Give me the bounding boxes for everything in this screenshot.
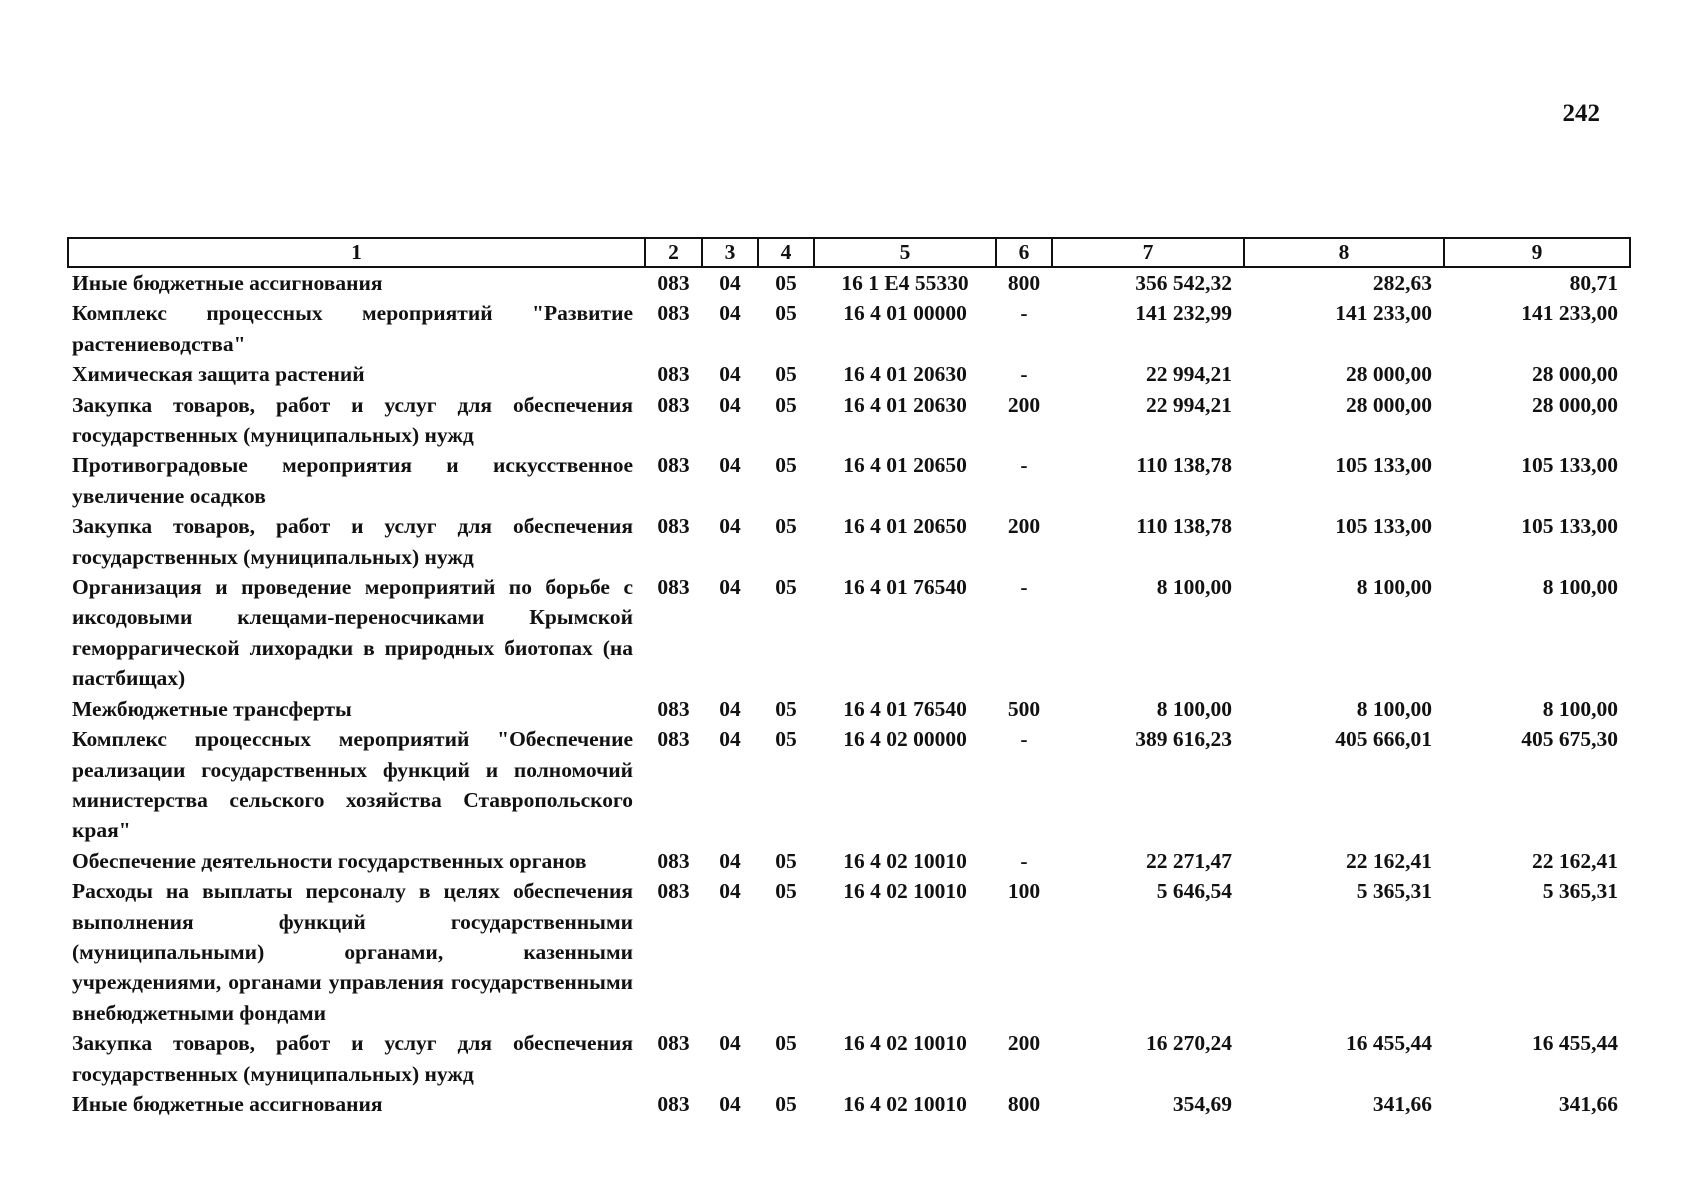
- target-article-code: 16 4 02 10010: [843, 1031, 967, 1056]
- expense-type-code: 800: [1007, 271, 1041, 295]
- expense-name: Расходы на выплаты персоналу в целях обеспечения выполнения функций государственными (муниципальными) органами, казенными учреждениями, органами управления государственными внебюджетными фондами: [72, 879, 633, 1025]
- amount-col-8: 405 666,01: [1335, 727, 1432, 752]
- subsection-code: 05: [775, 453, 797, 478]
- subsection-code: 05: [775, 392, 797, 417]
- amount-col-8: 341,66: [1372, 1091, 1432, 1116]
- target-article-code: 16 1 E4 55330: [841, 271, 969, 295]
- amount-col-7: 22 994,21: [1146, 362, 1232, 387]
- expense-type-code: 200: [1007, 514, 1041, 539]
- amount-col-9: 341,66: [1558, 1091, 1618, 1116]
- ministry-code: 083: [657, 453, 690, 478]
- table-body: [68, 267, 1630, 1119]
- amount-col-7: 8 100,00: [1156, 575, 1232, 600]
- ministry-code: 083: [657, 301, 690, 326]
- target-article-code: 16 4 02 10010: [843, 848, 967, 873]
- amount-col-9: 405 675,30: [1521, 727, 1618, 752]
- amount-col-7: 8 100,00: [1156, 696, 1232, 721]
- amount-col-7: 110 138,78: [1136, 453, 1232, 478]
- amount-col-9: 22 162,41: [1532, 848, 1618, 873]
- target-article-code: 16 4 02 10010: [843, 1091, 967, 1116]
- amount-col-7: 356 542,32: [1135, 271, 1232, 295]
- header-col-8: 8: [1244, 238, 1444, 267]
- header-col-9: 9: [1444, 238, 1630, 267]
- amount-col-7: 16 270,24: [1146, 1031, 1232, 1056]
- header-col-5: 5: [814, 238, 996, 267]
- section-code: 04: [719, 1031, 741, 1056]
- section-code: 04: [719, 575, 741, 600]
- section-code: 04: [719, 879, 741, 904]
- table-row: [68, 267, 1630, 298]
- target-article-code: 16 4 01 76540: [843, 696, 967, 721]
- ministry-code: 083: [657, 514, 690, 539]
- target-article-code: 16 4 02 10010: [843, 879, 967, 904]
- amount-col-9: 28 000,00: [1532, 362, 1618, 387]
- ministry-code: 083: [657, 575, 690, 600]
- subsection-code: 05: [775, 362, 797, 387]
- budget-table: [67, 237, 1631, 1119]
- subsection-code: 05: [775, 271, 797, 295]
- expense-type-code: -: [1020, 453, 1028, 478]
- subsection-code: 05: [775, 879, 797, 904]
- amount-col-7: 110 138,78: [1136, 514, 1232, 539]
- amount-col-9: 8 100,00: [1542, 575, 1618, 600]
- section-code: 04: [719, 392, 741, 417]
- expense-name: Комплекс процессных мероприятий "Развитие растениеводства": [72, 301, 633, 356]
- amount-col-8: 8 100,00: [1356, 696, 1432, 721]
- amount-col-9: 105 133,00: [1521, 514, 1618, 539]
- target-article-code: 16 4 02 00000: [843, 727, 967, 752]
- ministry-code: 083: [657, 1091, 690, 1116]
- ministry-code: 083: [657, 271, 690, 295]
- amount-col-8: 28 000,00: [1346, 392, 1432, 417]
- expense-type-code: 500: [1007, 696, 1041, 721]
- table-header: [68, 238, 1630, 267]
- table-row: [68, 724, 1630, 846]
- section-code: 04: [719, 271, 741, 295]
- amount-col-9: 5 365,31: [1542, 879, 1618, 904]
- subsection-code: 05: [775, 848, 797, 873]
- expense-type-code: -: [1020, 727, 1028, 752]
- ministry-code: 083: [657, 848, 690, 873]
- section-code: 04: [719, 727, 741, 752]
- subsection-code: 05: [775, 727, 797, 752]
- amount-col-8: 28 000,00: [1346, 362, 1432, 387]
- expense-type-code: 200: [1007, 392, 1041, 417]
- expense-name: Межбюджетные трансферты: [72, 696, 352, 721]
- ministry-code: 083: [657, 696, 690, 721]
- amount-col-7: 22 271,47: [1146, 848, 1232, 873]
- expense-type-code: -: [1020, 848, 1028, 873]
- amount-col-7: 5 646,54: [1156, 879, 1232, 904]
- subsection-code: 05: [775, 1091, 797, 1116]
- amount-col-9: 141 233,00: [1521, 301, 1618, 326]
- page-number: 242: [1562, 100, 1600, 127]
- ministry-code: 083: [657, 1031, 690, 1056]
- expense-name: Иные бюджетные ассигнования: [72, 271, 383, 295]
- section-code: 04: [719, 514, 741, 539]
- target-article-code: 16 4 01 00000: [843, 301, 967, 326]
- expense-name: Обеспечение деятельности государственных органов: [72, 848, 587, 873]
- header-col-2: 2: [645, 238, 702, 267]
- table-row: [68, 876, 1630, 1028]
- amount-col-9: 16 455,44: [1532, 1031, 1618, 1056]
- amount-col-8: 5 365,31: [1356, 879, 1432, 904]
- subsection-code: 05: [775, 696, 797, 721]
- expense-type-code: 200: [1007, 1031, 1041, 1056]
- table-row: [68, 1089, 1630, 1119]
- expense-name: Закупка товаров, работ и услуг для обеспечения государственных (муниципальных) нужд: [72, 514, 633, 569]
- amount-col-7: 389 616,23: [1135, 727, 1232, 752]
- subsection-code: 05: [775, 575, 797, 600]
- section-code: 04: [719, 696, 741, 721]
- expense-type-code: -: [1020, 301, 1028, 326]
- expense-name: Иные бюджетные ассигнования: [72, 1091, 383, 1116]
- header-row: [68, 238, 1630, 267]
- amount-col-8: 105 133,00: [1335, 514, 1432, 539]
- amount-col-8: 16 455,44: [1346, 1031, 1432, 1056]
- amount-col-9: 80,71: [1569, 271, 1618, 295]
- amount-col-7: 354,69: [1172, 1091, 1232, 1116]
- expense-type-code: 100: [1007, 879, 1041, 904]
- table-row: [68, 846, 1630, 876]
- section-code: 04: [719, 453, 741, 478]
- amount-col-8: 141 233,00: [1335, 301, 1432, 326]
- amount-col-8: 22 162,41: [1346, 848, 1432, 873]
- header-col-1: 1: [68, 238, 645, 267]
- target-article-code: 16 4 01 20650: [843, 453, 967, 478]
- subsection-code: 05: [775, 301, 797, 326]
- header-col-3: 3: [702, 238, 758, 267]
- target-article-code: 16 4 01 20650: [843, 514, 967, 539]
- table-row: [68, 694, 1630, 724]
- expense-type-code: 800: [1007, 1091, 1041, 1116]
- section-code: 04: [719, 1091, 741, 1116]
- table-row: [68, 390, 1630, 451]
- amount-col-9: 105 133,00: [1521, 453, 1618, 478]
- table-row: [68, 1028, 1630, 1089]
- ministry-code: 083: [657, 879, 690, 904]
- header-col-7: 7: [1052, 238, 1244, 267]
- target-article-code: 16 4 01 76540: [843, 575, 967, 600]
- target-article-code: 16 4 01 20630: [843, 362, 967, 387]
- table-row: [68, 572, 1630, 694]
- amount-col-7: 22 994,21: [1146, 392, 1232, 417]
- ministry-code: 083: [657, 727, 690, 752]
- amount-col-9: 28 000,00: [1532, 392, 1618, 417]
- expense-name: Противоградовые мероприятия и искусственное увеличение осадков: [72, 453, 633, 508]
- header-col-4: 4: [758, 238, 814, 267]
- expense-name: Комплекс процессных мероприятий "Обеспечение реализации государственных функций и полномочий министерства сельского хозяйства Ставропольского края": [72, 727, 633, 843]
- section-code: 04: [719, 848, 741, 873]
- ministry-code: 083: [657, 392, 690, 417]
- amount-col-8: 282,63: [1372, 271, 1432, 295]
- header-col-6: 6: [996, 238, 1052, 267]
- expense-type-code: -: [1020, 362, 1028, 387]
- subsection-code: 05: [775, 1031, 797, 1056]
- expense-type-code: -: [1020, 575, 1028, 600]
- expense-name: Закупка товаров, работ и услуг для обеспечения государственных (муниципальных) нужд: [72, 392, 633, 448]
- ministry-code: 083: [657, 362, 690, 387]
- table-row: [68, 298, 1630, 359]
- table-row: [68, 511, 1630, 572]
- amount-col-8: 105 133,00: [1335, 453, 1432, 478]
- table-row: [68, 359, 1630, 389]
- expense-name: Закупка товаров, работ и услуг для обеспечения государственных (муниципальных) нужд: [72, 1031, 633, 1086]
- subsection-code: 05: [775, 514, 797, 539]
- expense-name: Организация и проведение мероприятий по борьбе с иксодовыми клещами-переносчиками Крымской геморрагической лихорадки в природных биотопах (на пастбищах): [72, 575, 633, 691]
- amount-col-7: 141 232,99: [1135, 301, 1232, 326]
- amount-col-9: 8 100,00: [1542, 696, 1618, 721]
- amount-col-8: 8 100,00: [1356, 575, 1432, 600]
- section-code: 04: [719, 362, 741, 387]
- expense-name: Химическая защита растений: [72, 362, 365, 387]
- target-article-code: 16 4 01 20630: [843, 392, 967, 417]
- table-row: [68, 450, 1630, 511]
- section-code: 04: [719, 301, 741, 326]
